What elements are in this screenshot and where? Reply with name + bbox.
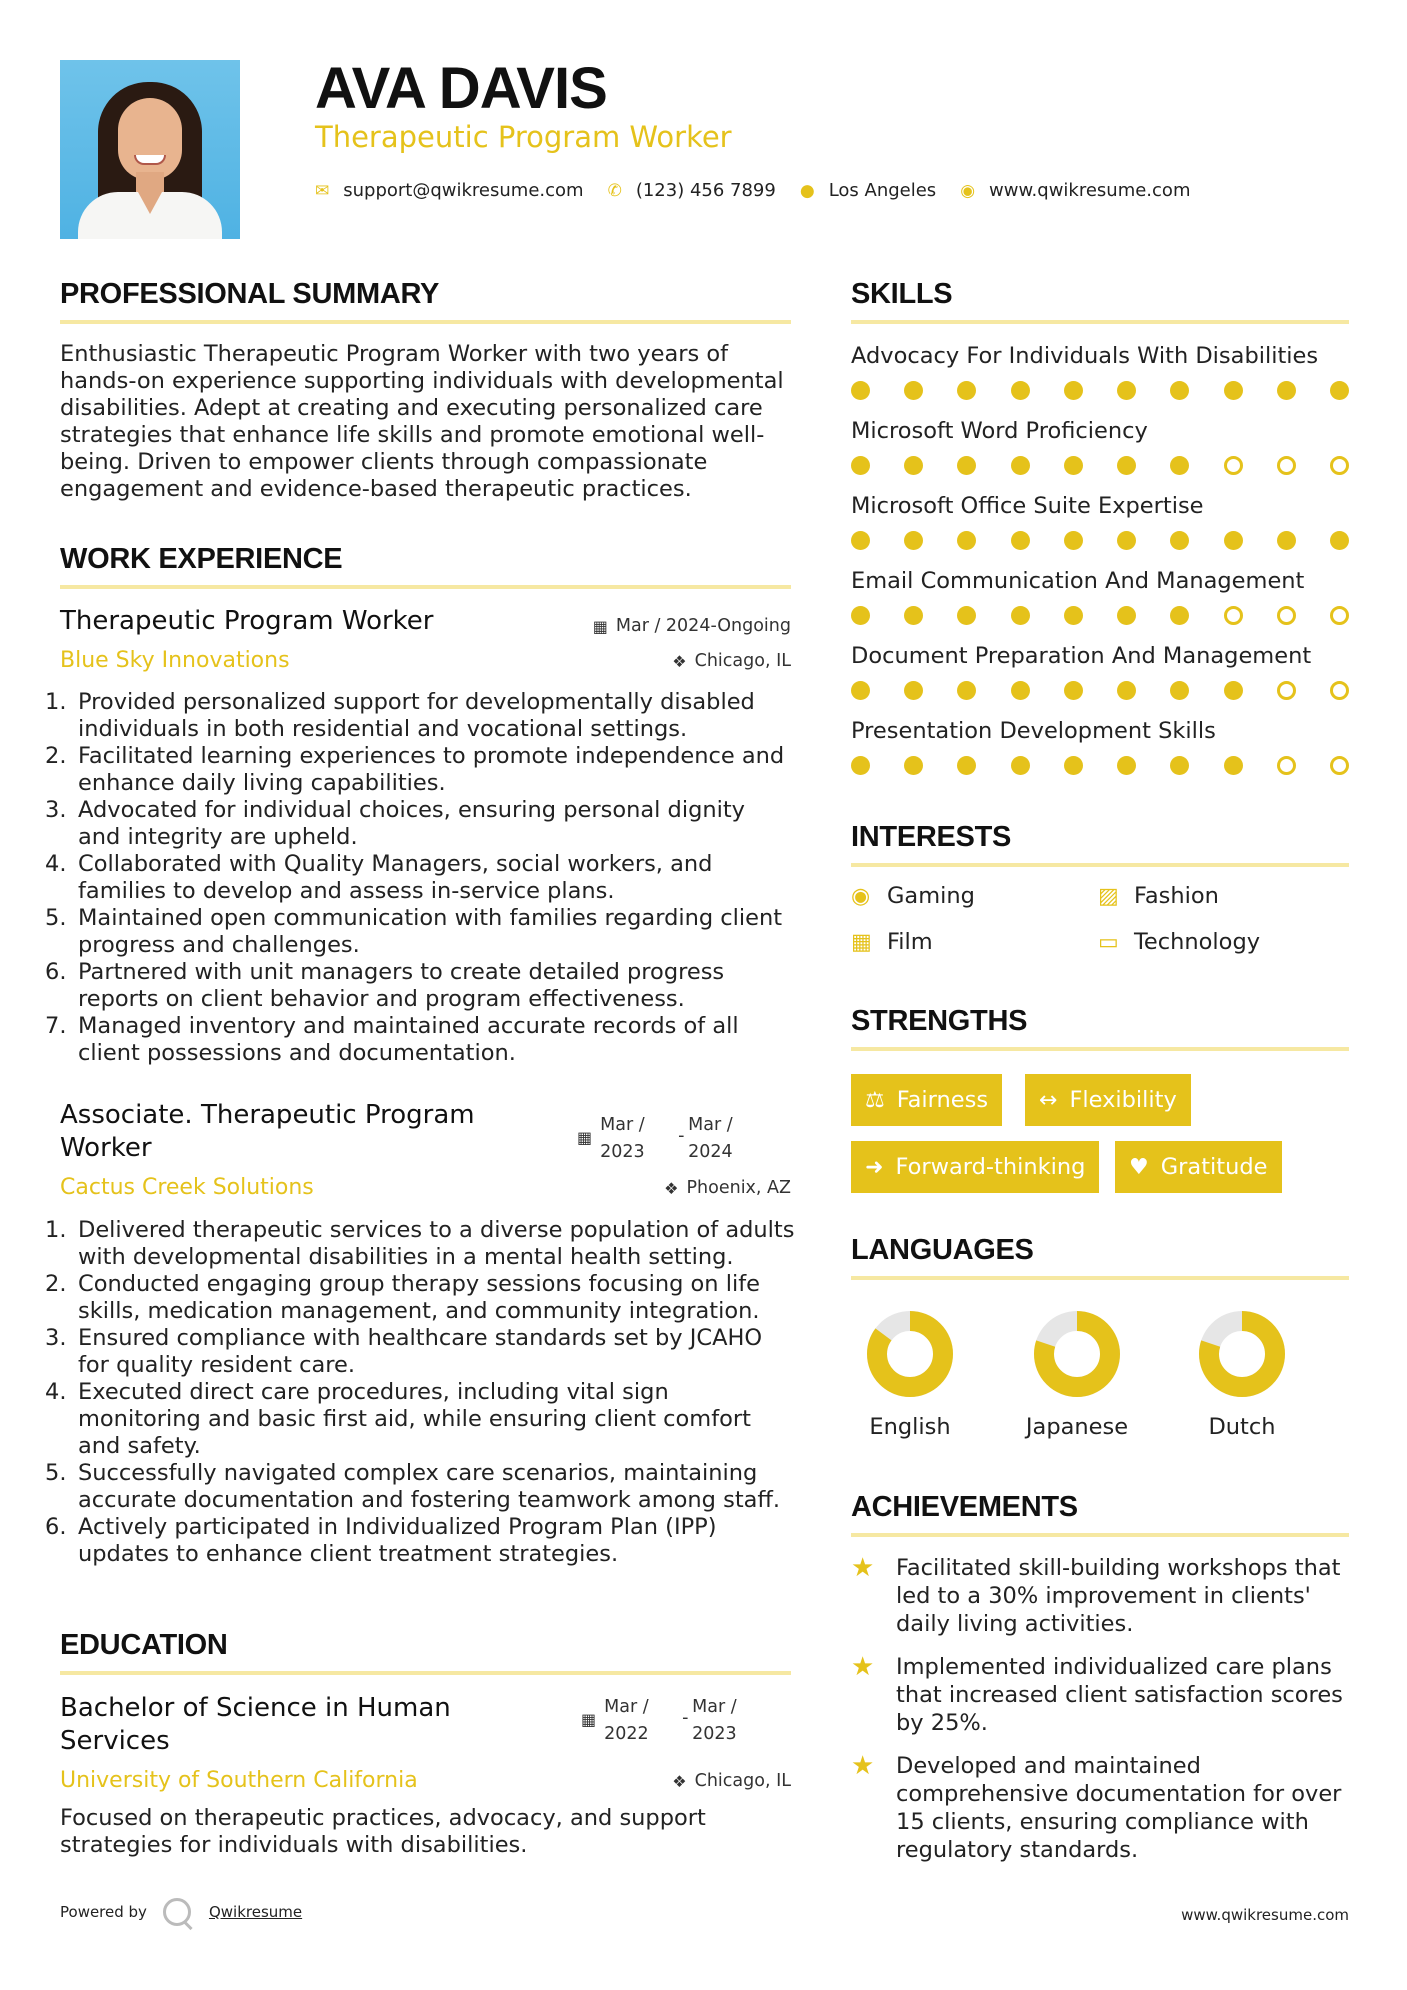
experience-rule xyxy=(60,585,791,589)
list-item: 3. Ensured compliance with healthcare standards set by JCAHO for quality resident care. xyxy=(45,1325,763,1378)
skill-dot-filled xyxy=(1011,681,1030,700)
powered-by-text: Powered by xyxy=(60,1903,147,1921)
pin-icon: ❖ xyxy=(672,651,687,671)
footer-branding xyxy=(60,1898,302,1926)
language-label: English xyxy=(869,1414,951,1440)
skill-dot-filled xyxy=(1117,606,1136,625)
job-title: Associate. Therapeutic Program Worker xyxy=(60,1100,475,1163)
skill-dot-empty xyxy=(1277,456,1296,475)
contact-bar xyxy=(315,180,1214,201)
map-pin-icon: ● xyxy=(799,180,815,201)
list-item: 1. Delivered therapeutic services to a diverse population of adults with developmental disabilities in a mental health setting. xyxy=(45,1217,795,1270)
skill-dot-filled xyxy=(957,756,976,775)
language-donut xyxy=(867,1311,953,1397)
degree-title: Bachelor of Science in Human Services xyxy=(60,1693,451,1756)
list-item: 5. Maintained open communication with families regarding client progress and challenges. xyxy=(45,905,783,958)
strengths-rule xyxy=(851,1047,1349,1051)
skill-dot-filled xyxy=(1011,456,1030,475)
pin-icon: ❖ xyxy=(664,1178,679,1198)
language-label: Japanese xyxy=(1025,1414,1129,1440)
skill-dot-filled xyxy=(1011,531,1030,550)
skill-name: Microsoft Word Proficiency xyxy=(851,418,1148,444)
skill-dot-filled xyxy=(957,681,976,700)
list-item: 2. Facilitated learning experiences to promote independence and enhance daily living capabilities. xyxy=(45,743,785,796)
skill-dot-filled xyxy=(904,456,923,475)
skill-dot-filled xyxy=(904,531,923,550)
heart-icon: ♥ xyxy=(1129,1154,1149,1180)
skill-dot-filled xyxy=(957,456,976,475)
profile-photo xyxy=(60,60,240,239)
skill-dot-filled xyxy=(1224,531,1243,550)
skill-dot-filled xyxy=(904,681,923,700)
skill-rating xyxy=(851,381,1349,401)
job-company: Blue Sky Innovations xyxy=(60,648,290,673)
experience-heading: WORK EXPERIENCE xyxy=(60,543,343,575)
arrows-icon: ↔ xyxy=(1039,1087,1058,1113)
list-item: 1. Provided personalized support for developmentally disabled individuals in both residential and vocational settings. xyxy=(45,689,755,742)
qwikresume-logo-icon xyxy=(163,1898,191,1926)
skill-dot-filled xyxy=(1011,381,1030,400)
skill-dot-filled xyxy=(1117,381,1136,400)
list-item: 6. Actively participated in Individualized Program Plan (IPP) updates to enhance client treatment strategies. xyxy=(45,1514,717,1567)
skill-dot-empty xyxy=(1224,606,1243,625)
phone-icon: ✆ xyxy=(607,180,622,201)
skill-dot-filled xyxy=(904,381,923,400)
language-donut xyxy=(1199,1311,1285,1397)
job-company: Cactus Creek Solutions xyxy=(60,1175,314,1200)
achievements-heading: ACHIEVEMENTS xyxy=(851,1491,1078,1523)
education-rule xyxy=(60,1671,791,1675)
skill-dot-empty xyxy=(1330,456,1349,475)
skill-dot-filled xyxy=(851,456,870,475)
skill-name: Advocacy For Individuals With Disabilities xyxy=(851,343,1319,369)
achievements-rule xyxy=(851,1533,1349,1537)
language-donut xyxy=(1034,1311,1120,1397)
skill-dot-filled xyxy=(1330,381,1349,400)
skill-dot-filled xyxy=(1117,456,1136,475)
job-duties xyxy=(45,1217,800,1568)
skill-dot-filled xyxy=(904,606,923,625)
skill-dot-empty xyxy=(1330,606,1349,625)
skill-dot-filled xyxy=(1330,531,1349,550)
skill-dot-filled xyxy=(1277,381,1296,400)
skill-dot-empty xyxy=(1330,756,1349,775)
list-item: 4. Executed direct care procedures, including vital sign monitoring and basic first aid, while ensuring client comfort and safety. xyxy=(45,1379,751,1459)
skills-rule xyxy=(851,320,1349,324)
film-icon: ▦ xyxy=(851,929,872,955)
skill-dot-filled xyxy=(851,531,870,550)
footer-website[interactable]: www.qwikresume.com xyxy=(1181,1906,1349,1924)
skill-dot-filled xyxy=(1064,756,1083,775)
interest-item: ◉ Gaming xyxy=(851,883,975,909)
brand-link[interactable]: Qwikresume xyxy=(208,1903,303,1921)
star-icon: ★ xyxy=(851,1553,875,1583)
laptop-icon: ▭ xyxy=(1098,929,1119,955)
skill-rating xyxy=(851,606,1349,626)
skill-dot-filled xyxy=(1170,756,1189,775)
skill-dot-filled xyxy=(1064,381,1083,400)
skill-dot-filled xyxy=(1224,756,1243,775)
skill-dot-filled xyxy=(957,606,976,625)
skill-dot-filled xyxy=(1170,381,1189,400)
school-name: University of Southern California xyxy=(60,1768,418,1793)
achievement-item: ★ Facilitated skill-building workshops that led to a 30% improvement in clients' daily living activities. xyxy=(851,1553,1341,1637)
gamepad-icon: ◉ xyxy=(851,883,871,909)
list-item: 6. Partnered with unit managers to create detailed progress reports on client behavior and program effectiveness. xyxy=(45,959,725,1012)
skill-rating xyxy=(851,531,1349,551)
list-item: 2. Conducted engaging group therapy sessions focusing on life skills, medication management, and community integration. xyxy=(45,1271,760,1324)
skill-dot-filled xyxy=(957,531,976,550)
job-location: ❖ Phoenix, AZ xyxy=(664,1178,791,1198)
skill-dot-filled xyxy=(957,381,976,400)
interest-item: ▨ Fashion xyxy=(1098,883,1219,909)
job-date: ▦ Mar / 2024-Ongoing xyxy=(592,616,791,636)
skill-dot-filled xyxy=(1277,531,1296,550)
list-item: 4. Collaborated with Quality Managers, social workers, and families to develop and assess in-service plans. xyxy=(45,851,713,904)
job-duties xyxy=(45,689,800,1067)
skill-dot-filled xyxy=(851,681,870,700)
bag-icon: ▨ xyxy=(1098,883,1119,909)
arrow-right-icon: ➜ xyxy=(865,1154,884,1180)
skill-dot-filled xyxy=(1170,606,1189,625)
skill-dot-filled xyxy=(1224,681,1243,700)
interest-item: ▭ Technology xyxy=(1098,929,1261,955)
education-location: ❖ Chicago, IL xyxy=(672,1771,791,1791)
skill-dot-empty xyxy=(1277,681,1296,700)
skill-dot-filled xyxy=(904,756,923,775)
strength-tag: ♥ Gratitude xyxy=(1115,1141,1282,1193)
strength-tag: ⚖ Fairness xyxy=(851,1074,1002,1126)
contact-website[interactable]: www.qwikresume.com xyxy=(989,180,1191,201)
pin-icon: ❖ xyxy=(672,1771,687,1791)
interests-rule xyxy=(851,863,1349,867)
skill-name: Microsoft Office Suite Expertise xyxy=(851,493,1204,519)
skill-dot-filled xyxy=(1011,756,1030,775)
languages-rule xyxy=(851,1276,1349,1280)
strength-tag: ➜ Forward-thinking xyxy=(851,1141,1099,1193)
skill-dot-filled xyxy=(1011,606,1030,625)
skills-heading: SKILLS xyxy=(851,278,953,310)
skill-name: Email Communication And Management xyxy=(851,568,1305,594)
skill-dot-filled xyxy=(1117,681,1136,700)
list-item: 7. Managed inventory and maintained accurate records of all client possessions and documentation. xyxy=(45,1013,739,1066)
interest-item: ▦ Film xyxy=(851,929,933,955)
calendar-icon: ▦ xyxy=(577,1128,593,1147)
summary-text: Enthusiastic Therapeutic Program Worker with two years of hands-on experience supporting individuals with developmental disabilities. Adept at creating and executing personalized care strategies that enhance life skills and promote emotional well- being. Driven to empower clients through compassionate engagement and evidence-based therapeutic practices. xyxy=(60,341,784,502)
job-date: ▦ Mar / 2023 - Mar / 2024 xyxy=(577,1115,733,1162)
skill-dot-filled xyxy=(1224,381,1243,400)
skill-dot-empty xyxy=(1224,456,1243,475)
interests-heading: INTERESTS xyxy=(851,821,1012,853)
star-icon: ★ xyxy=(851,1751,875,1781)
skill-dot-filled xyxy=(1117,531,1136,550)
contact-location: Los Angeles xyxy=(828,180,937,201)
skill-dot-filled xyxy=(1170,456,1189,475)
contact-email[interactable]: support@qwikresume.com xyxy=(343,180,584,201)
skill-dot-filled xyxy=(851,756,870,775)
list-item: 5. Successfully navigated complex care scenarios, maintaining accurate documentation and fostering teamwork among staff. xyxy=(45,1460,781,1513)
skill-dot-empty xyxy=(1277,756,1296,775)
skill-dot-filled xyxy=(1117,756,1136,775)
skill-dot-filled xyxy=(1064,681,1083,700)
envelope-icon: ✉ xyxy=(315,180,330,201)
skill-dot-filled xyxy=(1064,606,1083,625)
skill-rating xyxy=(851,681,1349,701)
skill-dot-filled xyxy=(1170,681,1189,700)
skill-dot-empty xyxy=(1277,606,1296,625)
skill-rating xyxy=(851,456,1349,476)
skill-dot-filled xyxy=(1064,531,1083,550)
globe-icon: ◉ xyxy=(960,180,976,201)
contact-phone[interactable]: (123) 456 7899 xyxy=(635,180,776,201)
skill-dot-empty xyxy=(1330,681,1349,700)
summary-heading: PROFESSIONAL SUMMARY xyxy=(60,278,440,310)
skill-dot-filled xyxy=(1064,456,1083,475)
job-location: ❖ Chicago, IL xyxy=(672,651,791,671)
education-date: ▦ Mar / 2022 - Mar / 2023 xyxy=(581,1697,737,1744)
scale-icon: ⚖ xyxy=(865,1087,885,1113)
candidate-name: AVA DAVIS xyxy=(315,56,607,121)
skill-rating xyxy=(851,756,1349,776)
languages-heading: LANGUAGES xyxy=(851,1234,1034,1266)
achievement-item: ★ Implemented individualized care plans that increased client satisfaction scores by 25%. xyxy=(851,1652,1343,1736)
calendar-icon: ▦ xyxy=(581,1710,597,1729)
job-title: Therapeutic Program Worker xyxy=(60,606,434,636)
education-heading: EDUCATION xyxy=(60,1629,228,1661)
skill-dot-filled xyxy=(851,606,870,625)
achievement-item: ★ Developed and maintained comprehensive documentation for over 15 clients, ensuring compliance with regulatory standards. xyxy=(851,1751,1342,1863)
list-item: 3. Advocated for individual choices, ensuring personal dignity and integrity are upheld. xyxy=(45,797,746,850)
skill-dot-filled xyxy=(1170,531,1189,550)
strengths-heading: STRENGTHS xyxy=(851,1005,1028,1037)
calendar-icon: ▦ xyxy=(592,616,608,636)
strength-tag: ↔ Flexibility xyxy=(1025,1074,1191,1126)
star-icon: ★ xyxy=(851,1652,875,1682)
skill-name: Presentation Development Skills xyxy=(851,718,1216,744)
education-description: Focused on therapeutic practices, advocacy, and support strategies for individuals with disabilities. xyxy=(60,1805,706,1858)
summary-rule xyxy=(60,320,791,324)
candidate-title: Therapeutic Program Worker xyxy=(315,120,732,154)
language-label: Dutch xyxy=(1208,1414,1276,1440)
skill-name: Document Preparation And Management xyxy=(851,643,1312,669)
skill-dot-filled xyxy=(851,381,870,400)
